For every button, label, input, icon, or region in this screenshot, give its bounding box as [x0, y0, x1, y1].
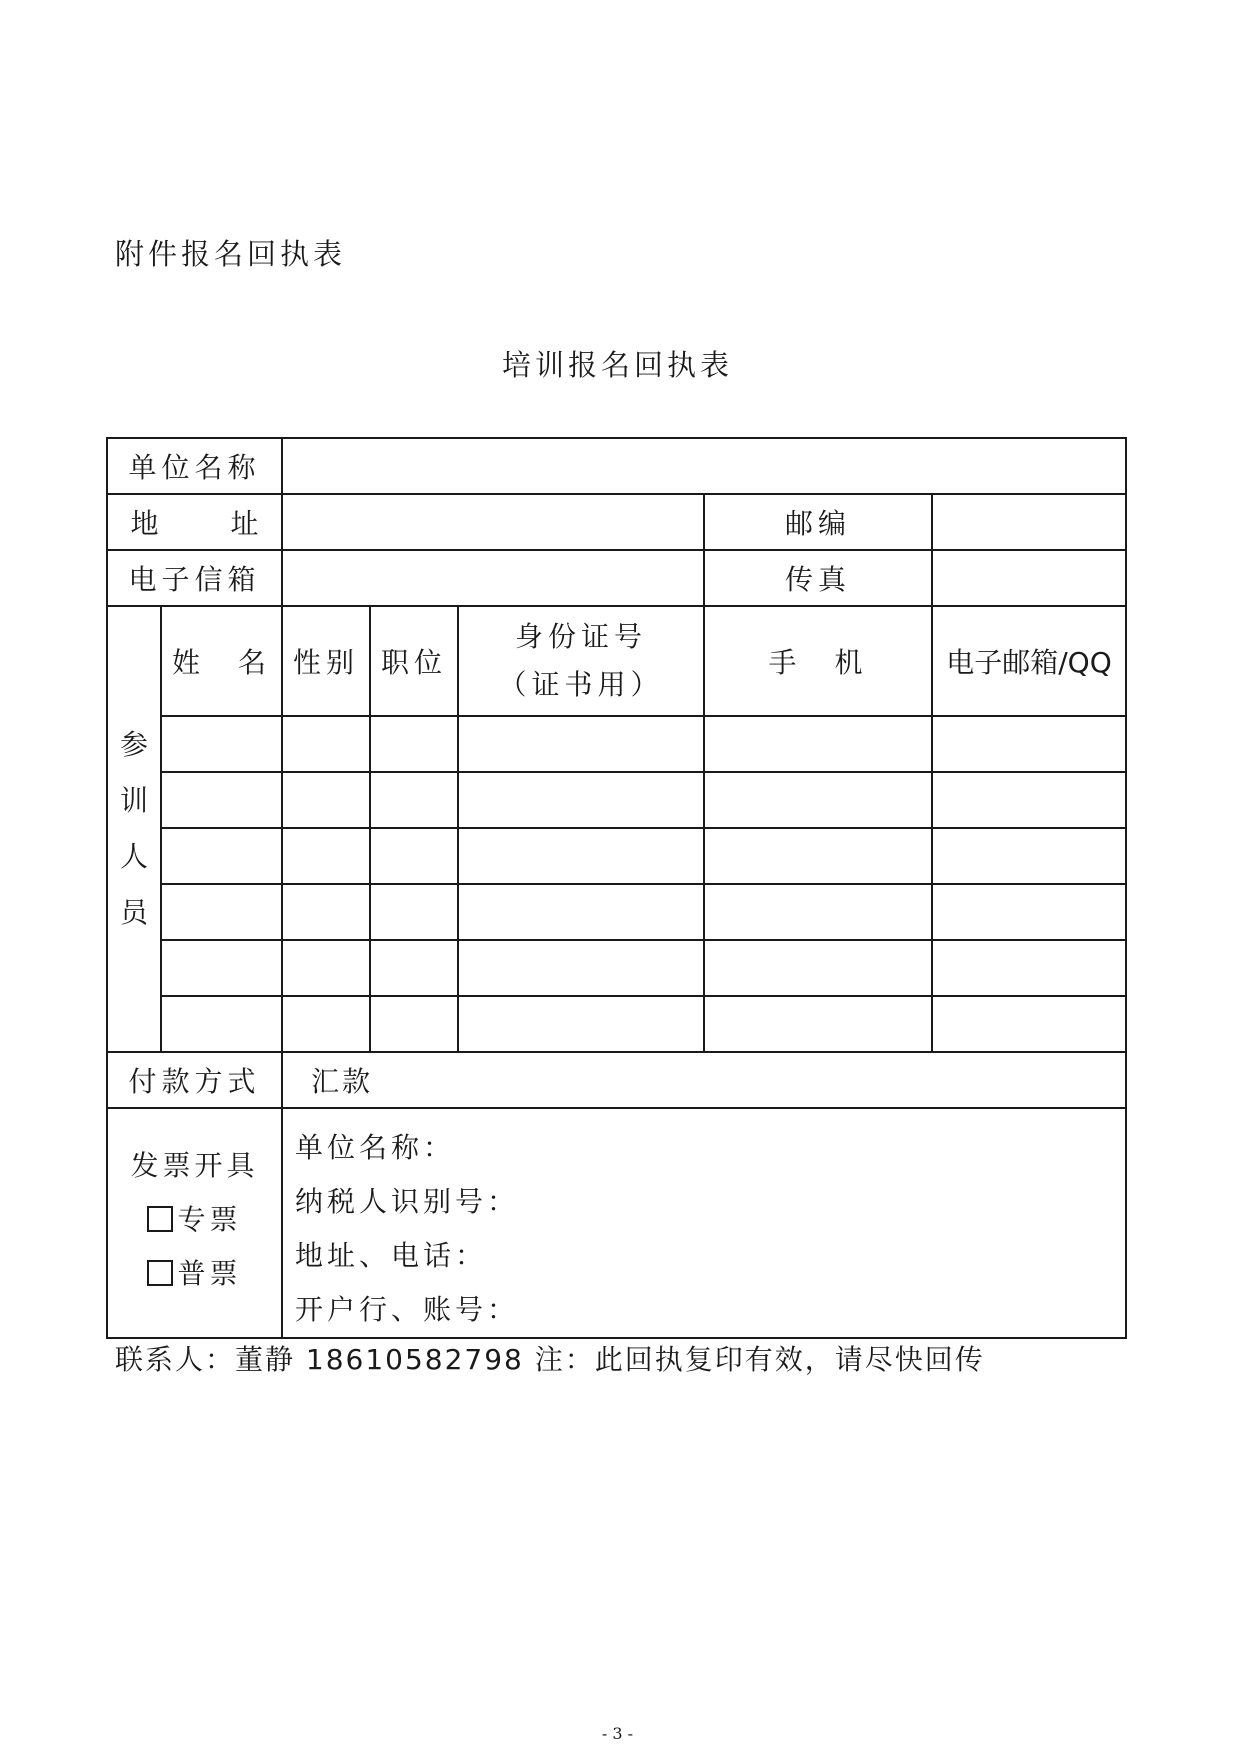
invoice-field-address-phone: 地址、电话： — [295, 1239, 488, 1272]
participant-id-cell[interactable] — [458, 772, 704, 828]
contact-note: 联系人：董静 18610582798 注：此回执复印有效，请尽快回传 — [115, 1343, 985, 1376]
participant-gender-cell[interactable] — [282, 716, 370, 772]
payment-label: 付款方式 — [107, 1052, 282, 1108]
participant-gender-cell[interactable] — [282, 996, 370, 1052]
header-name: 姓 名 — [161, 606, 282, 716]
participant-row — [107, 828, 1126, 884]
invoice-field-bank-account: 开户行、账号： — [295, 1293, 520, 1326]
fax-field[interactable] — [932, 550, 1126, 606]
header-email-qq: 电子邮箱/QQ — [932, 606, 1126, 716]
address-row — [107, 494, 1126, 550]
participant-email-cell[interactable] — [932, 716, 1126, 772]
checkbox-normal[interactable] — [147, 1260, 173, 1286]
participant-email-cell[interactable] — [932, 940, 1126, 996]
participant-position-cell[interactable] — [370, 716, 458, 772]
invoice-options — [107, 1108, 282, 1338]
registration-form-table — [106, 437, 1127, 1339]
participants-label-char: 参 — [119, 728, 148, 761]
postcode-label: 邮编 — [704, 494, 932, 550]
participant-phone-cell[interactable] — [704, 884, 932, 940]
participant-email-cell[interactable] — [932, 884, 1126, 940]
participant-email-cell[interactable] — [932, 996, 1126, 1052]
checkbox-special[interactable] — [147, 1206, 173, 1232]
participant-position-cell[interactable] — [370, 828, 458, 884]
participant-email-cell[interactable] — [932, 772, 1126, 828]
attachment-title: 附件报名回执表 — [115, 237, 347, 271]
header-phone: 手 机 — [704, 606, 932, 716]
participant-gender-cell[interactable] — [282, 940, 370, 996]
participant-row — [107, 884, 1126, 940]
participants-label — [107, 606, 161, 1052]
participant-phone-cell[interactable] — [704, 716, 932, 772]
participant-id-cell[interactable] — [458, 996, 704, 1052]
participant-name-cell[interactable] — [161, 828, 282, 884]
participant-id-cell[interactable] — [458, 716, 704, 772]
participant-name-cell[interactable] — [161, 996, 282, 1052]
participant-position-cell[interactable] — [370, 940, 458, 996]
participant-header-row — [107, 606, 1126, 716]
header-gender: 性别 — [282, 606, 370, 716]
participant-position-cell[interactable] — [370, 884, 458, 940]
email-row — [107, 550, 1126, 606]
participant-row — [107, 772, 1126, 828]
unit-name-row — [107, 438, 1126, 494]
header-id-number — [458, 606, 704, 716]
payment-row — [107, 1052, 1126, 1108]
invoice-row — [107, 1108, 1126, 1338]
participant-name-cell[interactable] — [161, 716, 282, 772]
form-title: 培训报名回执表 — [501, 348, 733, 382]
invoice-field-tax-id: 纳税人识别号： — [295, 1185, 520, 1218]
header-id-line1: 身份证号 — [514, 620, 647, 653]
participant-name-cell[interactable] — [161, 772, 282, 828]
participant-id-cell[interactable] — [458, 828, 704, 884]
invoice-option-normal-label: 普票 — [177, 1257, 242, 1290]
invoice-option-special-label: 专票 — [177, 1203, 242, 1236]
header-id-line2: （证书用） — [498, 668, 664, 701]
participant-phone-cell[interactable] — [704, 772, 932, 828]
header-position: 职位 — [370, 606, 458, 716]
participant-position-cell[interactable] — [370, 772, 458, 828]
participants-label-char: 员 — [119, 896, 148, 929]
email-field[interactable] — [282, 550, 704, 606]
address-field[interactable] — [282, 494, 704, 550]
address-label: 地 址 — [130, 507, 259, 540]
invoice-label: 发票开具 — [130, 1149, 259, 1182]
participant-phone-cell[interactable] — [704, 996, 932, 1052]
invoice-option-special[interactable] — [108, 1193, 281, 1247]
participant-row — [107, 996, 1126, 1052]
unit-name-field[interactable] — [282, 438, 1126, 494]
participant-position-cell[interactable] — [370, 996, 458, 1052]
participant-phone-cell[interactable] — [704, 828, 932, 884]
invoice-details[interactable] — [282, 1108, 1126, 1338]
invoice-field-unit-name: 单位名称： — [295, 1131, 456, 1164]
postcode-field[interactable] — [932, 494, 1126, 550]
participant-gender-cell[interactable] — [282, 884, 370, 940]
participant-id-cell[interactable] — [458, 884, 704, 940]
participant-name-cell[interactable] — [161, 884, 282, 940]
participants-label-char: 人 — [119, 840, 148, 873]
unit-name-label: 单位名称 — [107, 438, 282, 494]
participant-phone-cell[interactable] — [704, 940, 932, 996]
participant-id-cell[interactable] — [458, 940, 704, 996]
participant-row — [107, 716, 1126, 772]
fax-label: 传真 — [704, 550, 932, 606]
participant-gender-cell[interactable] — [282, 828, 370, 884]
email-label: 电子信箱 — [107, 550, 282, 606]
invoice-option-normal[interactable] — [108, 1247, 281, 1301]
participant-gender-cell[interactable] — [282, 772, 370, 828]
participant-name-cell[interactable] — [161, 940, 282, 996]
participant-row — [107, 940, 1126, 996]
participants-label-char: 训 — [119, 784, 148, 817]
payment-value[interactable]: 汇款 — [282, 1052, 1126, 1108]
participant-email-cell[interactable] — [932, 828, 1126, 884]
page-number: - 3 - — [601, 1724, 634, 1743]
